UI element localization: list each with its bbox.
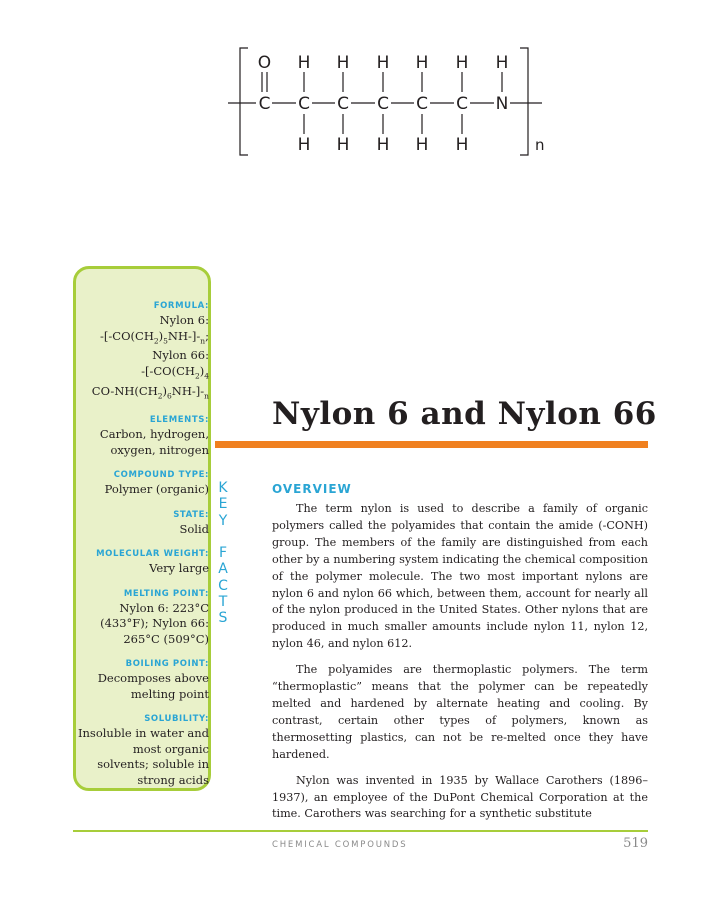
fact-item bbox=[76, 547, 209, 577]
paragraph: The polyamides are thermoplastic polymers. The term “thermoplastic” means that the polymer can be repeatedly melted and hardened by alternate heating and cooling. By contrast, certain other types of polymers, known as thermosetting plastics, can not be re-melted once they have hardened. bbox=[272, 663, 648, 761]
fact-value: strong acids bbox=[137, 772, 209, 787]
fact-value: Nylon 6: bbox=[159, 313, 209, 327]
section-heading: OVERVIEW bbox=[272, 482, 352, 496]
atom-backbone: C bbox=[416, 94, 428, 114]
atom-top: H bbox=[336, 53, 350, 73]
fact-list bbox=[76, 299, 209, 798]
fact-value: Polymer (organic) bbox=[104, 482, 209, 497]
fact-label: FORMULA: bbox=[153, 301, 209, 311]
atom-backbone: N bbox=[495, 94, 509, 114]
fact-value: 265°C (509°C) bbox=[123, 631, 209, 646]
key-facts-letter: A bbox=[218, 561, 228, 578]
key-facts-letter: K bbox=[218, 480, 228, 496]
key-facts-letter: F bbox=[218, 545, 228, 562]
atom-backbone: C bbox=[298, 94, 310, 114]
fact-value: $-[-CO(CH_2)_5NH-]-_n$; bbox=[100, 328, 209, 345]
atom-top: O bbox=[257, 53, 272, 73]
fact-value: $-[-CO(CH_2)_4$ bbox=[141, 363, 209, 381]
article-body bbox=[272, 482, 648, 832]
atom-bottom: H bbox=[297, 135, 311, 155]
atom-bottom: H bbox=[376, 135, 390, 155]
fact-value: Carbon, hydrogen, bbox=[99, 427, 209, 442]
atom-top: H bbox=[455, 53, 469, 73]
right-bracket bbox=[520, 48, 528, 155]
key-facts-letter: T bbox=[218, 594, 228, 611]
footer-book-title: CHEMICAL COMPOUNDS bbox=[272, 840, 408, 850]
atom-backbone: C bbox=[377, 94, 389, 114]
title-rule bbox=[215, 441, 648, 448]
fact-value: melting point bbox=[130, 686, 209, 701]
key-facts-vertical-label bbox=[215, 480, 231, 627]
fact-label: BOILING POINT: bbox=[125, 659, 209, 670]
fact-value: Very large bbox=[149, 561, 209, 576]
key-facts-letter: E bbox=[218, 496, 228, 513]
atom-backbone: C bbox=[456, 94, 468, 114]
atom-bottom: H bbox=[455, 135, 469, 155]
key-facts-sidebar bbox=[73, 266, 211, 791]
fact-label: MELTING POINT: bbox=[123, 588, 209, 599]
fact-item bbox=[76, 508, 209, 538]
fact-value: Decomposes above bbox=[97, 671, 209, 686]
fact-label: ELEMENTS: bbox=[149, 415, 209, 426]
atom-top: H bbox=[495, 53, 509, 73]
fact-item bbox=[76, 299, 209, 403]
atom-backbone: C bbox=[258, 94, 271, 114]
key-facts-letter: Y bbox=[218, 512, 228, 529]
repeat-subscript: n bbox=[535, 136, 545, 154]
fact-value: (433°F); Nylon 66: bbox=[100, 616, 209, 631]
fact-item bbox=[76, 587, 209, 648]
fact-value: Nylon 6: 223°C bbox=[119, 600, 209, 615]
fact-value: solvents; soluble in bbox=[97, 757, 209, 772]
nylon-structure-diagram bbox=[220, 40, 560, 170]
fact-label: STATE: bbox=[173, 509, 209, 520]
fact-value: Solid bbox=[179, 521, 209, 536]
paragraph: The term nylon is used to describe a family of organic polymers called the polyamides that contain the amide (-CONH) group. The members of the family are distinguished from each other by a numbering system indicating the chemical composition of the polymer molecule. The two most important nylons are nylon 6 and nylon 66 which, between them, account for nearly all of the nylon produced in the United States. Other nylons that are produced in much smaller amounts include nylon 11, nylon 12, nylon 46, and nylon 612. bbox=[272, 502, 648, 651]
atom-top: H bbox=[376, 53, 390, 73]
atom-bottom: H bbox=[415, 135, 429, 155]
atom-top: H bbox=[297, 53, 311, 73]
paragraph: Nylon was invented in 1935 by Wallace Carothers (1896–1937), an employee of the DuPont Chemical Corporation at the time. Carothers was searching for a synthetic substitute bbox=[272, 773, 648, 821]
atom-bottom: H bbox=[336, 135, 350, 155]
atom-top: H bbox=[415, 53, 429, 73]
fact-label: SOLUBILITY: bbox=[144, 714, 209, 725]
page-number: 519 bbox=[623, 836, 648, 851]
fact-label: MOLECULAR WEIGHT: bbox=[96, 549, 209, 560]
key-facts-letter: C bbox=[218, 577, 228, 594]
fact-value: most organic bbox=[132, 741, 209, 756]
footer-rule bbox=[73, 830, 648, 832]
fact-value: Insoluble in water and bbox=[77, 726, 209, 741]
left-bracket bbox=[240, 48, 248, 155]
fact-value: oxygen, nitrogen bbox=[110, 442, 209, 457]
page-title: Nylon 6 and Nylon 66 bbox=[272, 396, 657, 432]
fact-item bbox=[76, 657, 209, 702]
fact-item bbox=[76, 468, 209, 498]
key-facts-letter bbox=[215, 529, 231, 545]
fact-value: Nylon 66: bbox=[152, 348, 209, 363]
atom-backbone: C bbox=[337, 94, 349, 114]
fact-label: COMPOUND TYPE: bbox=[113, 470, 209, 481]
key-facts-letter: S bbox=[218, 610, 228, 627]
fact-value: $CO-NH(CH_2)_6NH-]-_n$ bbox=[91, 383, 209, 400]
fact-item bbox=[76, 413, 209, 458]
fact-item bbox=[76, 712, 209, 788]
